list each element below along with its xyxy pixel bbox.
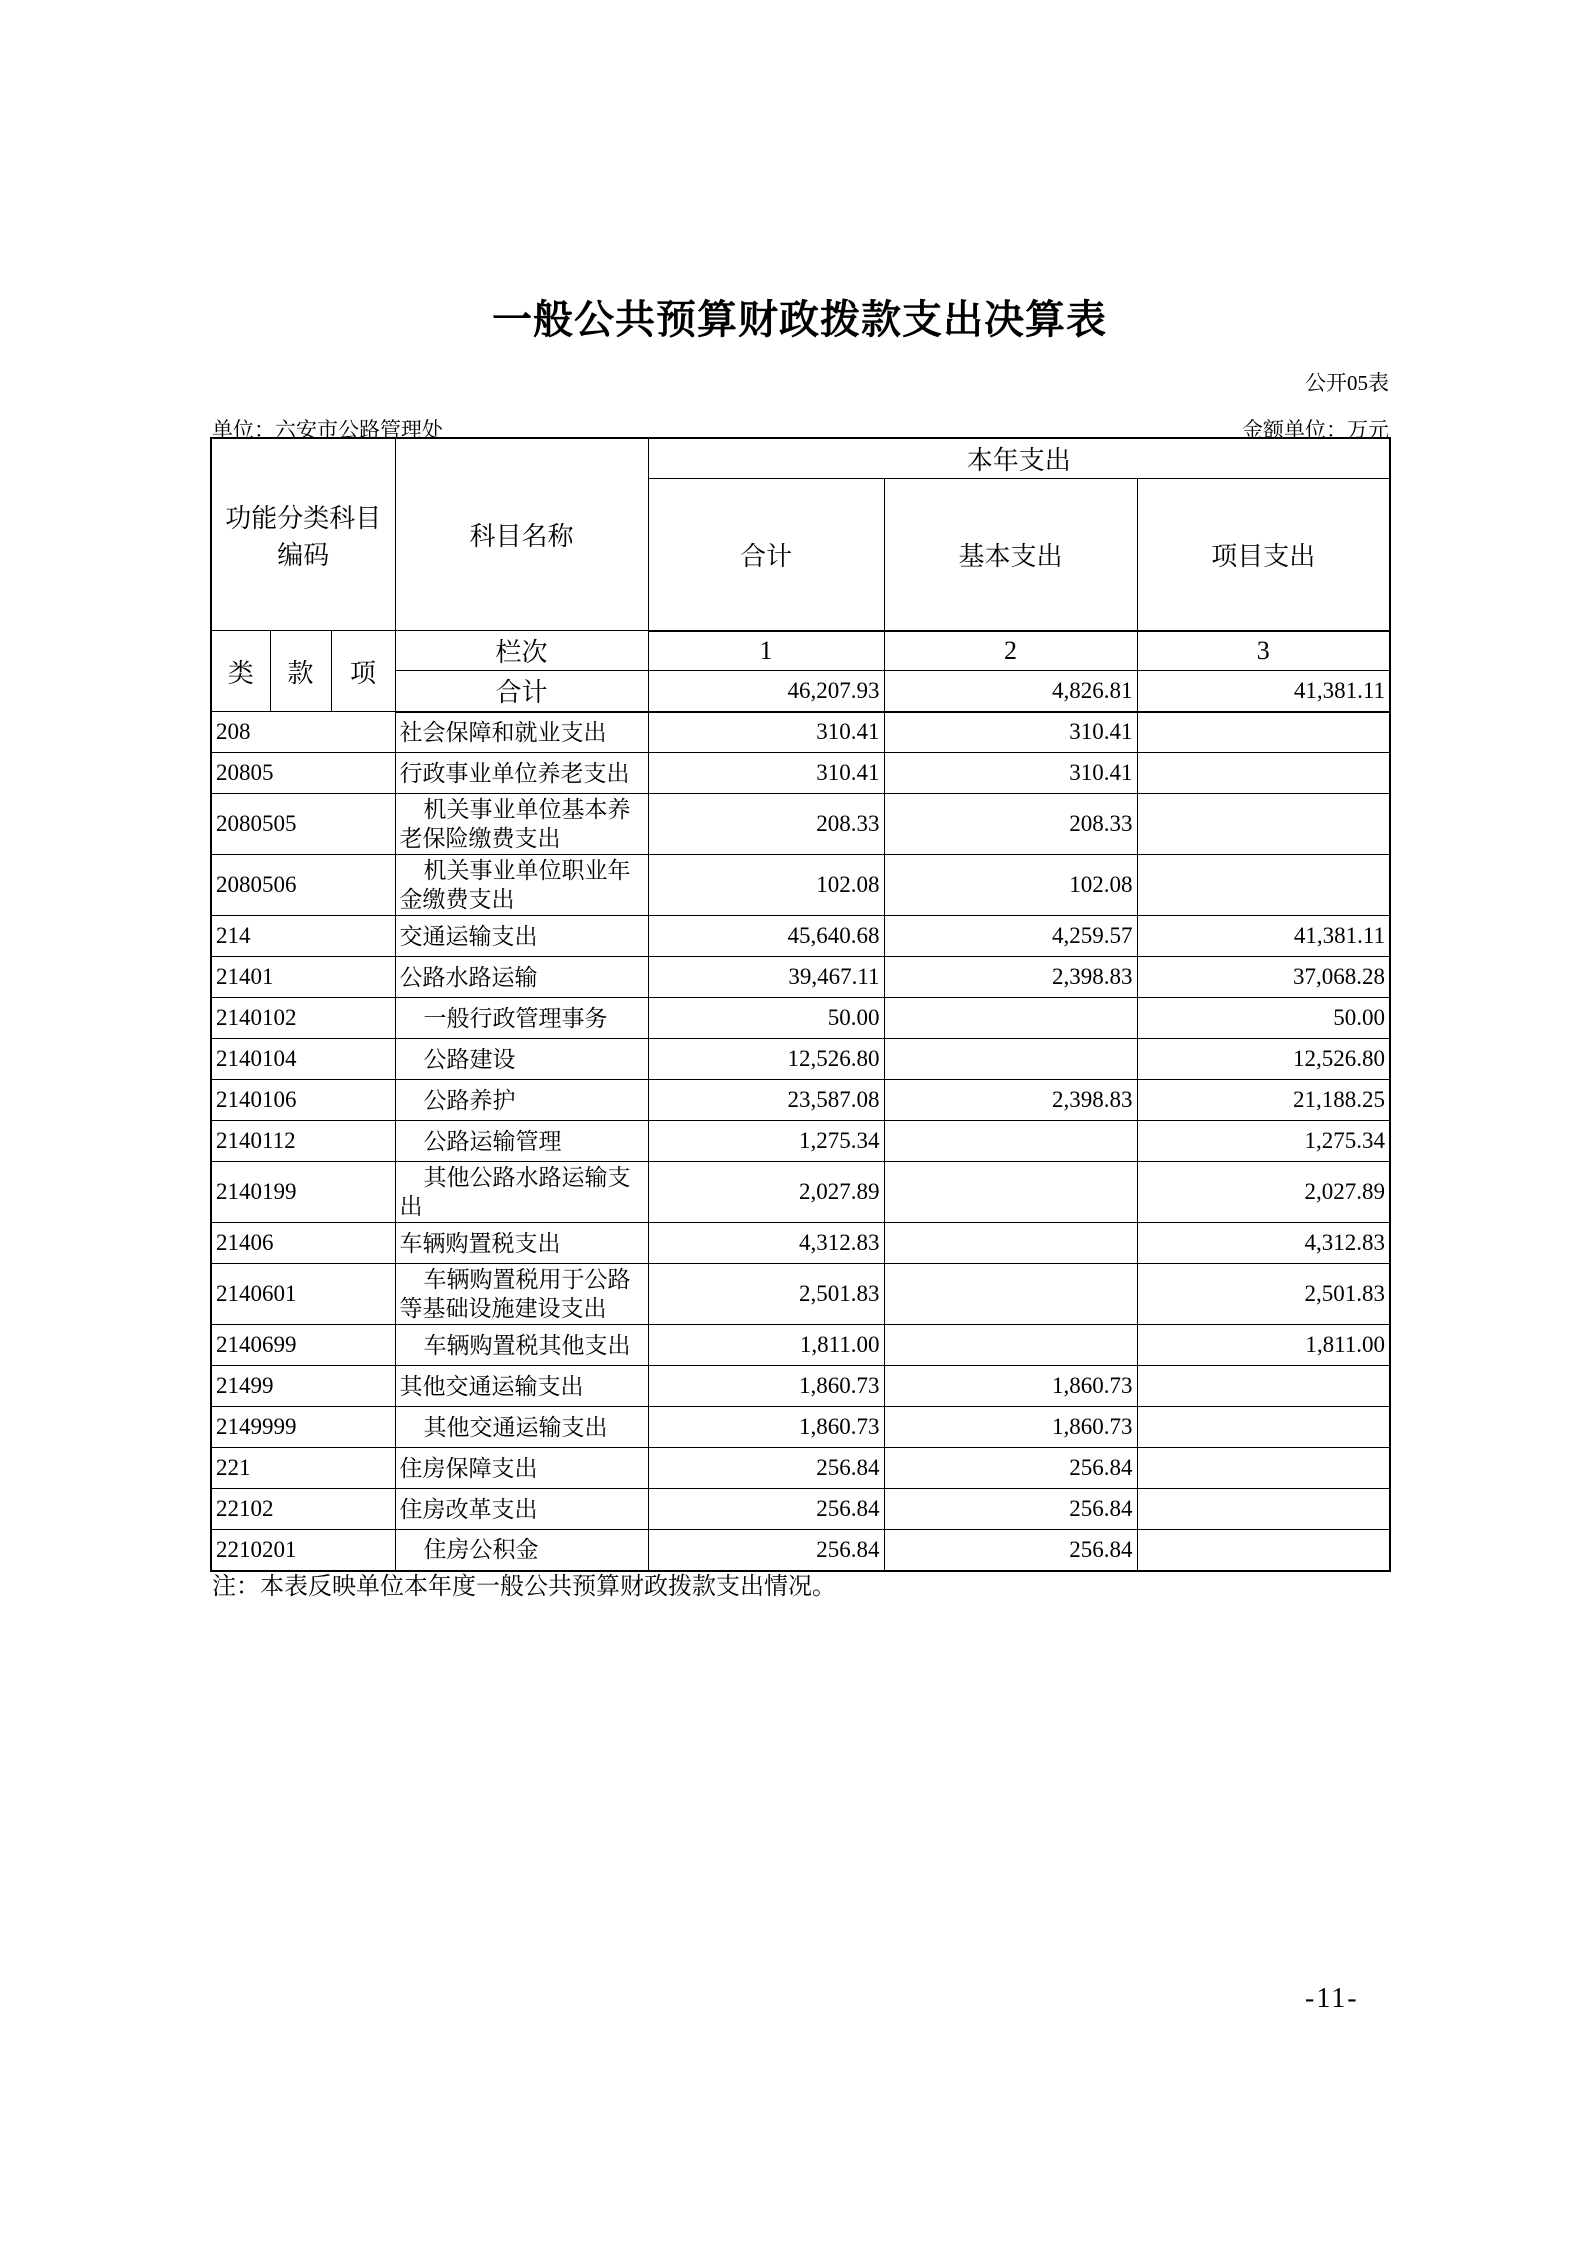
row-code-cell: 2210201 bbox=[211, 1530, 395, 1571]
row-code-cell: 21499 bbox=[211, 1366, 395, 1407]
header-item: 项 bbox=[331, 631, 395, 712]
row-code-cell: 2080506 bbox=[211, 855, 395, 916]
row-project-cell: 2,027.89 bbox=[1137, 1162, 1390, 1223]
table-row bbox=[211, 1264, 1390, 1325]
table-row bbox=[211, 1223, 1390, 1264]
row-code-cell: 2140102 bbox=[211, 998, 395, 1039]
row-name-cell: 交通运输支出 bbox=[395, 916, 648, 957]
row-code-cell: 2140106 bbox=[211, 1080, 395, 1121]
table-row bbox=[211, 855, 1390, 916]
row-project-cell: 37,068.28 bbox=[1137, 957, 1390, 998]
row-basic-cell: 256.84 bbox=[884, 1448, 1137, 1489]
row-total-cell: 23,587.08 bbox=[648, 1080, 884, 1121]
row-basic-cell bbox=[884, 1223, 1137, 1264]
header-col-total: 合计 bbox=[648, 479, 884, 631]
row-basic-cell: 256.84 bbox=[884, 1530, 1137, 1571]
row-code-cell: 2140199 bbox=[211, 1162, 395, 1223]
row-project-cell bbox=[1137, 1530, 1390, 1571]
row-code-cell: 208 bbox=[211, 712, 395, 753]
header-column-number-1: 1 bbox=[648, 631, 884, 671]
row-project-cell: 21,188.25 bbox=[1137, 1080, 1390, 1121]
table-code-label: 公开05表 bbox=[1305, 371, 1389, 395]
row-project-cell: 4,312.83 bbox=[1137, 1223, 1390, 1264]
row-name-cell: 机关事业单位职业年金缴费支出 bbox=[395, 855, 648, 916]
row-project-cell bbox=[1137, 1489, 1390, 1530]
row-name-cell: 公路养护 bbox=[395, 1080, 648, 1121]
row-name-cell: 车辆购置税用于公路等基础设施建设支出 bbox=[395, 1264, 648, 1325]
row-name-cell: 公路运输管理 bbox=[395, 1121, 648, 1162]
table-row bbox=[211, 794, 1390, 855]
row-basic-cell bbox=[884, 1325, 1137, 1366]
header-subject-name: 科目名称 bbox=[395, 438, 648, 631]
table-row bbox=[211, 712, 1390, 753]
row-name-cell: 其他公路水路运输支出 bbox=[395, 1162, 648, 1223]
row-project-cell: 1,275.34 bbox=[1137, 1121, 1390, 1162]
row-total-cell: 310.41 bbox=[648, 712, 884, 753]
row-code-cell: 21406 bbox=[211, 1223, 395, 1264]
row-basic-cell: 4,259.57 bbox=[884, 916, 1137, 957]
row-project-cell bbox=[1137, 855, 1390, 916]
row-code-cell: 2140104 bbox=[211, 1039, 395, 1080]
row-basic-cell bbox=[884, 1039, 1137, 1080]
unit-label: 单位：六安市公路管理处 bbox=[212, 418, 443, 442]
row-project-cell: 50.00 bbox=[1137, 998, 1390, 1039]
row-total-cell: 1,811.00 bbox=[648, 1325, 884, 1366]
row-name-cell: 住房保障支出 bbox=[395, 1448, 648, 1489]
row-total-cell: 50.00 bbox=[648, 998, 884, 1039]
row-code-cell: 2140601 bbox=[211, 1264, 395, 1325]
row-code-cell: 214 bbox=[211, 916, 395, 957]
header-column-number-2: 2 bbox=[884, 631, 1137, 671]
row-total-cell: 102.08 bbox=[648, 855, 884, 916]
header-column-row-label: 栏次 bbox=[395, 631, 648, 671]
row-code-cell: 2140112 bbox=[211, 1121, 395, 1162]
row-project-cell: 1,811.00 bbox=[1137, 1325, 1390, 1366]
row-total-cell: 1,275.34 bbox=[648, 1121, 884, 1162]
table-row bbox=[211, 1366, 1390, 1407]
table-row bbox=[211, 1039, 1390, 1080]
table-row bbox=[211, 1121, 1390, 1162]
row-total-cell: 4,312.83 bbox=[648, 1223, 884, 1264]
row-total-cell: 12,526.80 bbox=[648, 1039, 884, 1080]
table-row bbox=[211, 998, 1390, 1039]
row-total-cell: 256.84 bbox=[648, 1489, 884, 1530]
table-row bbox=[211, 916, 1390, 957]
header-column-number-3: 3 bbox=[1137, 631, 1390, 671]
row-basic-cell: 1,860.73 bbox=[884, 1366, 1137, 1407]
row-basic-cell: 310.41 bbox=[884, 712, 1137, 753]
table-row bbox=[211, 957, 1390, 998]
grand-total-label: 合计 bbox=[395, 671, 648, 712]
grand-total-project: 41,381.11 bbox=[1137, 671, 1390, 712]
row-name-cell: 住房公积金 bbox=[395, 1530, 648, 1571]
row-total-cell: 310.41 bbox=[648, 753, 884, 794]
row-project-cell: 12,526.80 bbox=[1137, 1039, 1390, 1080]
table-row bbox=[211, 1448, 1390, 1489]
row-project-cell: 41,381.11 bbox=[1137, 916, 1390, 957]
budget-expenditure-table bbox=[210, 437, 1391, 1572]
row-name-cell: 车辆购置税其他支出 bbox=[395, 1325, 648, 1366]
row-name-cell: 车辆购置税支出 bbox=[395, 1223, 648, 1264]
row-total-cell: 1,860.73 bbox=[648, 1407, 884, 1448]
row-basic-cell bbox=[884, 1162, 1137, 1223]
row-code-cell: 20805 bbox=[211, 753, 395, 794]
row-project-cell bbox=[1137, 712, 1390, 753]
row-total-cell: 256.84 bbox=[648, 1448, 884, 1489]
row-project-cell bbox=[1137, 1448, 1390, 1489]
row-code-cell: 2140699 bbox=[211, 1325, 395, 1366]
row-project-cell bbox=[1137, 753, 1390, 794]
grand-total-basic: 4,826.81 bbox=[884, 671, 1137, 712]
row-name-cell: 社会保障和就业支出 bbox=[395, 712, 648, 753]
row-name-cell: 住房改革支出 bbox=[395, 1489, 648, 1530]
row-code-cell: 2149999 bbox=[211, 1407, 395, 1448]
table-row bbox=[211, 753, 1390, 794]
header-section: 款 bbox=[270, 631, 331, 712]
grand-total-total: 46,207.93 bbox=[648, 671, 884, 712]
row-name-cell: 行政事业单位养老支出 bbox=[395, 753, 648, 794]
header-row-column-index bbox=[211, 631, 1390, 671]
row-basic-cell: 1,860.73 bbox=[884, 1407, 1137, 1448]
row-code-cell: 21401 bbox=[211, 957, 395, 998]
table-header bbox=[211, 438, 1390, 712]
row-total-cell: 39,467.11 bbox=[648, 957, 884, 998]
table-row bbox=[211, 1080, 1390, 1121]
row-basic-cell: 2,398.83 bbox=[884, 957, 1137, 998]
row-basic-cell: 310.41 bbox=[884, 753, 1137, 794]
row-project-cell: 2,501.83 bbox=[1137, 1264, 1390, 1325]
row-project-cell bbox=[1137, 1407, 1390, 1448]
row-basic-cell: 208.33 bbox=[884, 794, 1137, 855]
row-total-cell: 45,640.68 bbox=[648, 916, 884, 957]
row-basic-cell bbox=[884, 1264, 1137, 1325]
row-basic-cell: 102.08 bbox=[884, 855, 1137, 916]
row-project-cell bbox=[1137, 794, 1390, 855]
row-basic-cell: 256.84 bbox=[884, 1489, 1137, 1530]
row-project-cell bbox=[1137, 1366, 1390, 1407]
table-body bbox=[211, 712, 1390, 1571]
row-basic-cell: 2,398.83 bbox=[884, 1080, 1137, 1121]
row-name-cell: 其他交通运输支出 bbox=[395, 1366, 648, 1407]
table-row bbox=[211, 1325, 1390, 1366]
table-note: 注：本表反映单位本年度一般公共预算财政拨款支出情况。 bbox=[212, 1574, 836, 1600]
row-code-cell: 221 bbox=[211, 1448, 395, 1489]
row-total-cell: 256.84 bbox=[648, 1530, 884, 1571]
row-basic-cell bbox=[884, 998, 1137, 1039]
row-total-cell: 2,501.83 bbox=[648, 1264, 884, 1325]
row-name-cell: 其他交通运输支出 bbox=[395, 1407, 648, 1448]
row-total-cell: 1,860.73 bbox=[648, 1366, 884, 1407]
page-number: -11- bbox=[1305, 1983, 1359, 2014]
row-code-cell: 2080505 bbox=[211, 794, 395, 855]
header-col-basic: 基本支出 bbox=[884, 479, 1137, 631]
row-name-cell: 机关事业单位基本养老保险缴费支出 bbox=[395, 794, 648, 855]
row-name-cell: 公路水路运输 bbox=[395, 957, 648, 998]
table-row bbox=[211, 1162, 1390, 1223]
row-code-cell: 22102 bbox=[211, 1489, 395, 1530]
table-row bbox=[211, 1489, 1390, 1530]
row-name-cell: 公路建设 bbox=[395, 1039, 648, 1080]
table-row bbox=[211, 1530, 1390, 1571]
row-basic-cell bbox=[884, 1121, 1137, 1162]
row-total-cell: 2,027.89 bbox=[648, 1162, 884, 1223]
row-total-cell: 208.33 bbox=[648, 794, 884, 855]
header-category: 类 bbox=[211, 631, 270, 712]
table-row bbox=[211, 1407, 1390, 1448]
header-code-group: 功能分类科目编码 bbox=[211, 438, 395, 631]
row-name-cell: 一般行政管理事务 bbox=[395, 998, 648, 1039]
amount-unit-label: 金额单位：万元 bbox=[1242, 418, 1389, 442]
header-year-expenditure: 本年支出 bbox=[648, 438, 1390, 479]
page-title: 一般公共预算财政拨款支出决算表 bbox=[492, 298, 1107, 342]
header-col-project: 项目支出 bbox=[1137, 479, 1390, 631]
header-row-groups bbox=[211, 438, 1390, 479]
